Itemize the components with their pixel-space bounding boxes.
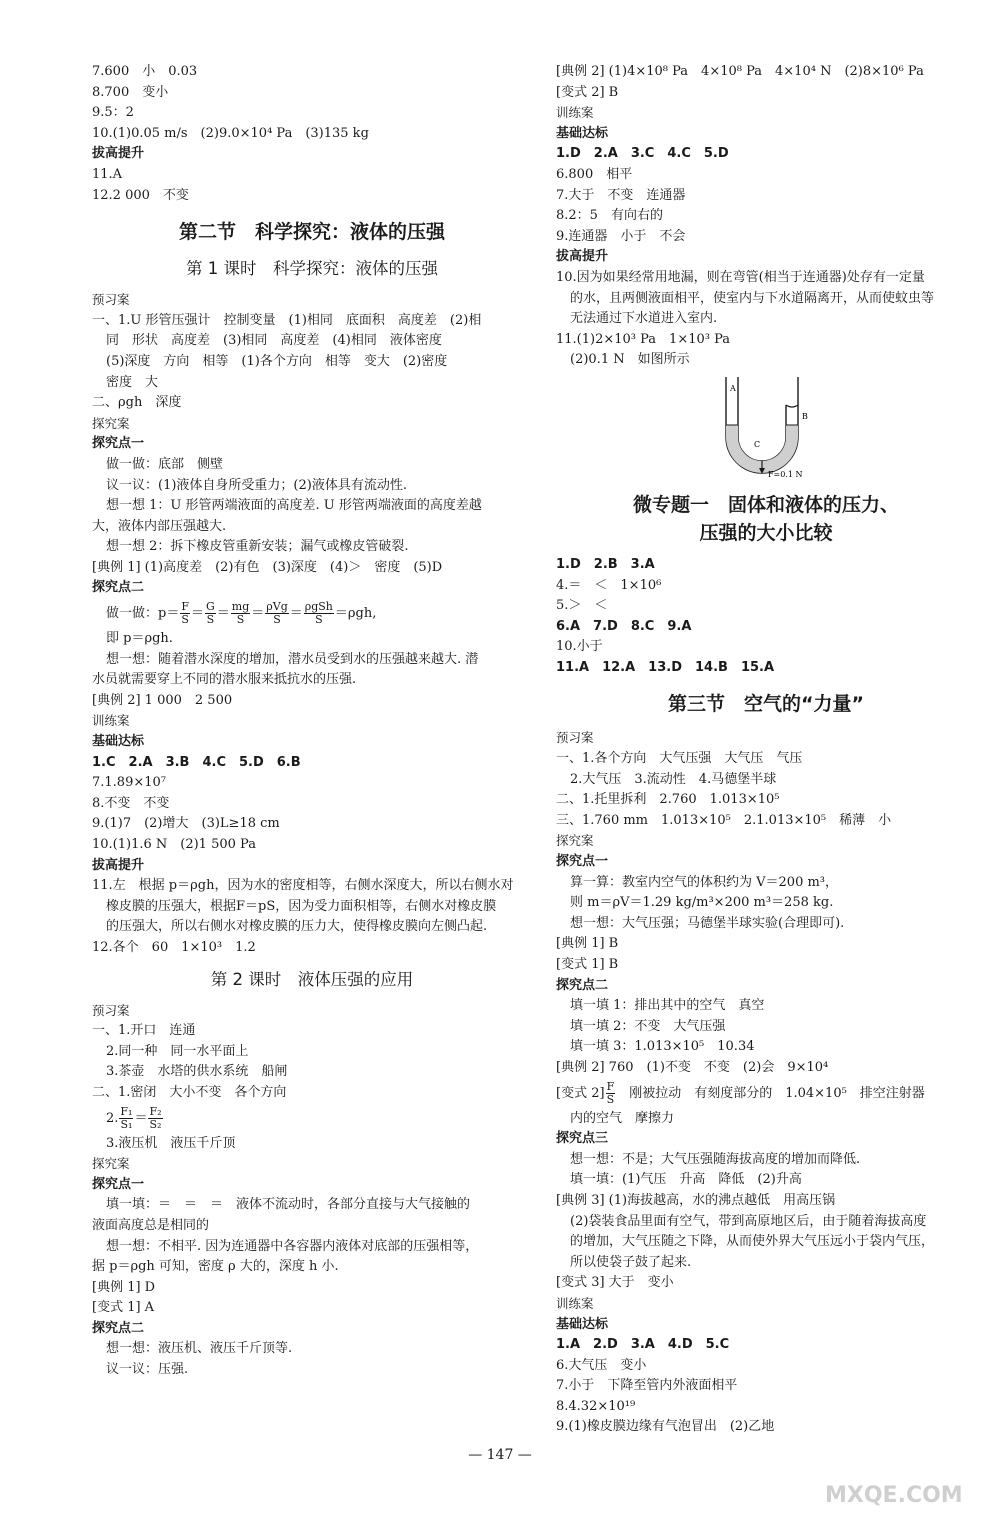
answer-line: 12.2 000 不变 [92, 187, 189, 203]
answer-line: 算一算：教室内空气的体积约为 V＝200 m³， [570, 874, 839, 890]
answer-line: (2)0.1 N 如图所示 [570, 352, 690, 368]
watermark-text: MXQE.COM [825, 1483, 963, 1508]
answer-line: 一、1.U 形管压强计 控制变量 (1)相同 底面积 高度差 (2)相 [92, 312, 482, 328]
section-title: 压强的大小比较 [699, 521, 833, 544]
answer-line: 大，液体内部压强越大. [92, 518, 227, 534]
watermark-logo [815, 1440, 990, 1510]
example-line: [典例 2] (1)4×10⁸ Pa 4×10⁸ Pa 4×10⁴ N (2)8×10⁶ Pa [556, 64, 924, 79]
answer-line: 4.＝ ＜ 1×10⁶ [556, 577, 662, 593]
right-column [556, 62, 976, 1438]
answer-line: 2.同一种 同一水平面上 [106, 1043, 249, 1059]
example-line: [变式 2] B [556, 84, 619, 100]
answer-line: 水员就需要穿上不同的潜水服来抵抗水的压强. [92, 672, 357, 688]
u-tube-diagram [716, 375, 976, 485]
answer-line: 三、1.760 mm 1.013×10⁵ 2.1.013×10⁵ 稀薄 小 [556, 812, 892, 828]
answer-line: 3.茶壶 水塔的供水系统 船闸 [106, 1064, 288, 1080]
answer-line: 二、1.密闭 大小不变 各个方向 [92, 1084, 287, 1100]
example-line: [典例 1] (1)高度差 (2)有色 (3)深度 (4)＞ 密度 (5)D [92, 559, 443, 575]
answer-line: 5.＞ ＜ [556, 598, 608, 614]
subheading: 探究点二 [556, 977, 609, 993]
subheading: 拔高提升 [556, 249, 609, 265]
fraction: $\frac{\text{ρVg}}{S}$ [266, 600, 288, 627]
u-tube-figure [716, 375, 826, 481]
tag-label: 探究案 [92, 1156, 130, 1172]
tag-label: 预习案 [92, 292, 130, 308]
answer-line: 想一想：不相平. 因为连通器中各容器内液体对底部的压强相等， [106, 1238, 479, 1254]
label-force: F=0.1 N [768, 469, 803, 479]
example-line: [典例 1] B [556, 936, 619, 952]
answer-line: 填一填：＝ ＝ ＝ 液体不流动时，各部分直接与大气接触的 [106, 1197, 471, 1213]
left-column [92, 62, 532, 1381]
answer-line: 橡皮膜的压强大，根据F＝pS，因为受力面积相等，右侧水对橡皮膜 [106, 898, 497, 914]
example-line: [典例 2] 760 (1)不变 不变 (2)会 9×10⁴ [556, 1059, 829, 1075]
formula-line: 做一做：p＝ $\frac{F}{S}$ ＝ $\frac{G}{S}$ ＝ $\frac{mg}{S}$ ＝ $\frac{\text{ρVg}}{S}$ ＝ $\frac{\text{ρgSh}}{S}$ ＝ρgh, [106, 600, 377, 627]
answer-line: 2.大气压 3.流动性 4.马德堡半球 [570, 771, 777, 787]
answer-line: 8.2：5 有向右的 [556, 208, 663, 224]
answer-line: 填一填 1：排出其中的空气 真空 [570, 998, 765, 1014]
subheading: 探究点二 [92, 1320, 145, 1336]
answer-line: 所以使袋子鼓了起来. [570, 1254, 692, 1270]
example-line: [典例 1] D [92, 1279, 156, 1295]
answer-line: 无法通过下水道进入室内. [570, 311, 718, 327]
answer-line: 8.700 变小 [92, 84, 169, 100]
tag-label: 探究案 [556, 833, 594, 849]
answer-line: (5)深度 方向 相等 (1)各个方向 相等 变大 (2)密度 [106, 353, 448, 369]
answer-line: 7.600 小 0.03 [92, 64, 198, 79]
label-a: A [730, 383, 736, 393]
fraction: $\frac{\text{F₁}}{\text{S₁}}$ [120, 1104, 133, 1131]
subheading: 探究点一 [556, 854, 609, 870]
tag-label: 训练案 [92, 713, 130, 729]
answer-line: 7.小于 下降至管内外液面相平 [556, 1378, 738, 1394]
answer-line: 8.4.32×10¹⁹ [556, 1398, 636, 1414]
subheading: 拔高提升 [92, 146, 145, 162]
answer-line: 10.因为如果经常用地漏，则在弯管(相当于连通器)处存有一定量 [556, 269, 925, 285]
answer-line: 据 p＝ρgh 可知，密度 ρ 大的，深度 h 小. [92, 1259, 339, 1275]
answer-line: 填一填：(1)气压 升高 降低 (2)升高 [570, 1172, 802, 1188]
answer-line: 填一填 3：1.013×10⁵ 10.34 [570, 1039, 755, 1055]
answer-line: 8.不变 不变 [92, 795, 170, 811]
tag-label: 探究案 [92, 415, 130, 431]
subheading: 基础达标 [92, 734, 145, 750]
answer-line: 11.A [92, 166, 123, 182]
fraction: $\frac{\text{ρgSh}}{S}$ [304, 600, 333, 627]
answer-line: 10.小于 [556, 639, 603, 655]
answer-line: 即 p＝ρgh. [106, 631, 173, 647]
answer-line: 则 m＝ρV＝1.29 kg/m³×200 m³＝258 kg. [570, 895, 834, 911]
subheading: 基础达标 [556, 1316, 609, 1332]
answer-line: 9.(1)7 (2)增大 (3)L≥18 cm [92, 816, 280, 832]
answer-line: (2)袋装食品里面有空气，带到高原地区后，由于随着海拔高度 [570, 1213, 927, 1229]
page-number: — 147 — [468, 1447, 532, 1463]
section-title: 第二节 科学探究：液体的压强 [178, 221, 445, 244]
answer-line: 液面高度总是相同的 [92, 1217, 210, 1233]
answer-line: 6.A 7.D 8.C 9.A [556, 618, 692, 634]
example-line: [典例 2] 1 000 2 500 [92, 692, 233, 708]
answer-line: 议一议：压强. [106, 1362, 189, 1378]
section-title: 微专题一 固体和液体的压力、 [632, 493, 899, 516]
answer-line: 的增加，大气压随之下降，从而使外界大气压远小于袋内气压， [570, 1234, 935, 1250]
fraction: $\frac{G}{S}$ [205, 600, 215, 627]
answer-line: 想一想：随着潜水深度的增加，潜水员受到水的压强越来越大. 潜 [106, 651, 479, 667]
tag-label: 预习案 [556, 730, 594, 746]
answer-line: 想一想 1：U 形管两端液面的高度差. U 形管两端液面的高度差越 [106, 498, 482, 514]
answer-line: 3.液压机 液压千斤顶 [106, 1135, 236, 1151]
section-title: 第三节 空气的“力量” [668, 693, 864, 716]
subheading: 基础达标 [556, 125, 609, 141]
label-c: C [754, 439, 761, 449]
tag-label: 训练案 [556, 1295, 594, 1311]
answer-line: 二、ρgh 深度 [92, 395, 182, 411]
tag-label: 训练案 [556, 105, 594, 121]
answer-line: 11.A 12.A 13.D 14.B 15.A [556, 659, 775, 675]
answer-line: 一、1.开口 连通 [92, 1023, 196, 1039]
answer-line: 同 形状 高度差 (3)相同 高度差 (4)相同 液体密度 [106, 333, 442, 349]
answer-line: 9.(1)橡皮膜边缘有气泡冒出 (2)乙地 [556, 1419, 775, 1435]
answer-line: 12.各个 60 1×10³ 1.2 [92, 939, 256, 955]
answer-line: 10.(1)1.6 N (2)1 500 Pa [92, 837, 256, 852]
label-b: B [802, 411, 808, 421]
answer-line: 1.D 2.B 3.A [556, 556, 655, 572]
example-line: [变式 1] A [92, 1300, 155, 1316]
answer-line: 6.大气压 变小 [556, 1357, 647, 1373]
example-line: [变式 3] 大于 变小 [556, 1275, 674, 1291]
answer-line: 想一想：不是；大气压强随海拔高度的增加而降低. [570, 1151, 861, 1167]
tag-label: 预习案 [92, 1002, 130, 1018]
answer-line: 1.D 2.A 3.C 4.C 5.D [556, 146, 729, 162]
formula-lead: 做一做：p＝ [106, 606, 180, 622]
answer-line: 议一议：(1)液体自身所受重力；(2)液体具有流动性. [106, 477, 407, 493]
fraction: $\frac{F}{S}$ [606, 1079, 615, 1106]
answer-line: 想一想：大气压强；马德堡半球实验(合理即可). [570, 915, 845, 931]
subheading: 探究点一 [92, 436, 145, 452]
subheading: 探究点二 [92, 580, 145, 596]
answer-line: 一、1.各个方向 大气压强 大气压 气压 [556, 751, 803, 767]
answer-line: 密度 大 [106, 374, 159, 390]
answer-line: 7.大于 不变 连通器 [556, 187, 686, 203]
answer-line: 的压强大，所以右侧水对橡皮膜的压力大，使得橡皮膜向左侧凸起. [106, 919, 488, 935]
answer-line: 内的空气 摩擦力 [570, 1110, 675, 1126]
subheading: 拔高提升 [92, 857, 145, 873]
subheading: 探究点一 [92, 1176, 145, 1192]
example-line: [典例 3] (1)海拔越高，水的沸点越低 用高压锅 [556, 1192, 836, 1208]
answer-line: 想一想 2：拆下橡皮管重新安装；漏气或橡皮管破裂. [106, 539, 409, 555]
answer-line: 11.(1)2×10³ Pa 1×10³ Pa [556, 331, 731, 347]
answer-line: 1.A 2.D 3.A 4.D 5.C [556, 1337, 730, 1353]
lesson-title: 第 2 课时 液体压强的应用 [210, 969, 414, 989]
answer-line: 二、1.托里拆利 2.760 1.013×10⁵ [556, 792, 780, 808]
answer-line: 10.(1)0.05 m/s (2)9.0×10⁴ Pa (3)135 kg [92, 125, 369, 141]
lesson-title: 第 1 课时 科学探究：液体的压强 [186, 259, 438, 279]
answer-line: 1.C 2.A 3.B 4.C 5.D 6.B [92, 754, 301, 770]
answer-line: 9.连通器 小于 不会 [556, 228, 686, 244]
answer-line: 9.5：2 [92, 105, 134, 121]
answer-line: 想一想：液压机、液压千斤顶等. [106, 1341, 293, 1357]
answer-line: 填一填 2：不变 大气压强 [570, 1018, 726, 1034]
answer-line: 11.左 根据 p＝ρgh，因为水的密度相等，右侧水深度大，所以右侧水对 [92, 878, 514, 894]
formula-line: [变式 2] $\frac{F}{S}$ 刚被拉动 有刻度部分的 1.04×10⁵ 排空注射器 [556, 1079, 925, 1106]
example-line: [变式 1] B [556, 957, 619, 972]
answer-line: 7.1.89×10⁷ [92, 775, 166, 791]
answer-line: 的水，且两侧液面相平，使室内与下水道隔离开，从而使蚊虫等 [570, 290, 935, 306]
fraction: $\frac{mg}{S}$ [231, 600, 250, 627]
fraction: $\frac{\text{F₂}}{\text{S₂}}$ [149, 1104, 162, 1131]
answer-line: 6.800 相平 [556, 166, 633, 182]
fraction: $\frac{F}{S}$ [181, 600, 189, 627]
answer-line: 做一做：底部 侧壁 [106, 456, 224, 472]
subheading: 探究点三 [556, 1131, 609, 1147]
formula-line: 2. $\frac{\text{F₁}}{\text{S₁}}$ ＝ $\frac{\text{F₂}}{\text{S₂}}$ [106, 1104, 162, 1131]
